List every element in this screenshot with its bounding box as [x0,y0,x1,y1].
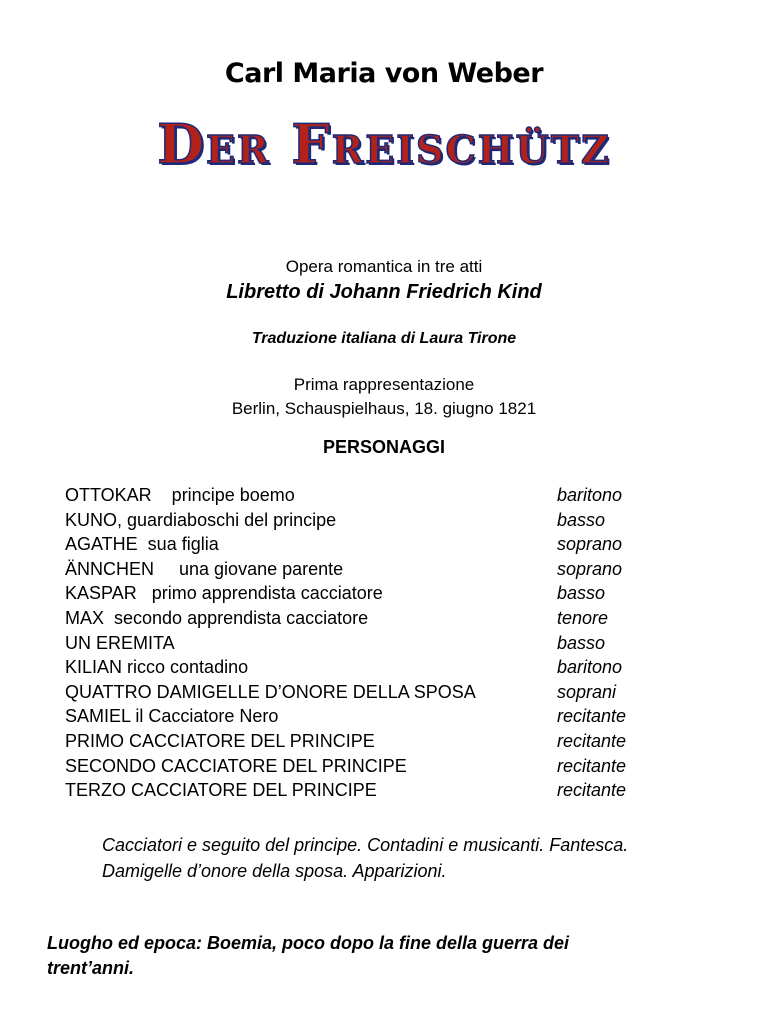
voice-type: basso [557,632,606,653]
character-name: SECONDO CACCIATORE DEL PRINCIPE [65,755,407,776]
setting-line: Luogho ed epoca: Boemia, poco dopo la fine della guerra dei [47,933,570,953]
character-name: KASPAR primo apprendista cacciatore [65,583,383,604]
cast-row [0,731,768,756]
voice-type: recitante [557,706,627,727]
character-name: MAX secondo apprendista cacciatore [65,607,369,628]
cast-row [0,756,768,781]
character-name: TERZO CACCIATORE DEL PRINCIPE [65,780,377,801]
character-name: AGATHE sua figlia [65,534,219,555]
composer-name: Carl Maria von Weber [224,58,544,89]
supporting-roles-line: Cacciatori e seguito del principe. Contadini e musicanti. Fantesca. [102,835,629,855]
character-name: ÄNNCHEN una giovane parente [65,558,344,579]
voice-type: recitante [557,730,627,751]
voice-type: baritono [557,485,623,505]
character-name: QUATTRO DAMIGELLE D’ONORE DELLA SPOSA [65,681,476,702]
cast-row [0,682,768,707]
premiere-place: Berlin, Schauspielhaus, 18. giugno 1821 [231,399,537,418]
premiere-label: Prima rappresentazione [293,375,475,394]
cast-row [0,608,768,633]
cast-row [0,706,768,731]
character-name: SAMIEL il Cacciatore Nero [65,706,279,727]
voice-type: recitante [557,780,627,801]
character-name: OTTOKAR principe boemo [65,485,295,505]
cast-row [0,534,768,559]
libretto-credit: Libretto di Johann Friedrich Kind [226,281,542,303]
character-name: UN EREMITA [65,632,175,653]
cast-row [0,780,768,805]
cast-row [0,510,768,535]
cast-row [0,583,768,608]
translation-credit: Traduzione italiana di Laura Tirone [251,330,517,347]
setting-line: trent’anni. [47,958,135,978]
opera-subtitle: Opera romantica in tre atti [285,257,483,276]
voice-type: basso [557,583,606,604]
character-name: PRIMO CACCIATORE DEL PRINCIPE [65,730,375,751]
voice-type: recitante [557,755,627,776]
character-name: KUNO, guardiaboschi del principe [65,509,337,530]
cast-row [0,559,768,584]
cast-list [0,485,768,805]
voice-type: soprani [557,681,617,702]
cast-row [0,633,768,658]
cast-row [0,657,768,682]
character-name: KILIAN ricco contadino [65,657,249,678]
opera-title: Der Freischütz [157,112,611,176]
voice-type: soprano [557,534,623,555]
voice-type: baritono [557,657,623,678]
cast-row [0,485,768,510]
setting-note [47,931,737,981]
supporting-roles-line: Damigelle d’onore della sposa. Apparizioni. [102,861,447,881]
voice-type: soprano [557,558,623,579]
supporting-roles [102,832,742,884]
voice-type: tenore [557,607,609,628]
voice-type: basso [557,509,606,530]
characters-heading: PERSONAGGI [322,437,446,457]
